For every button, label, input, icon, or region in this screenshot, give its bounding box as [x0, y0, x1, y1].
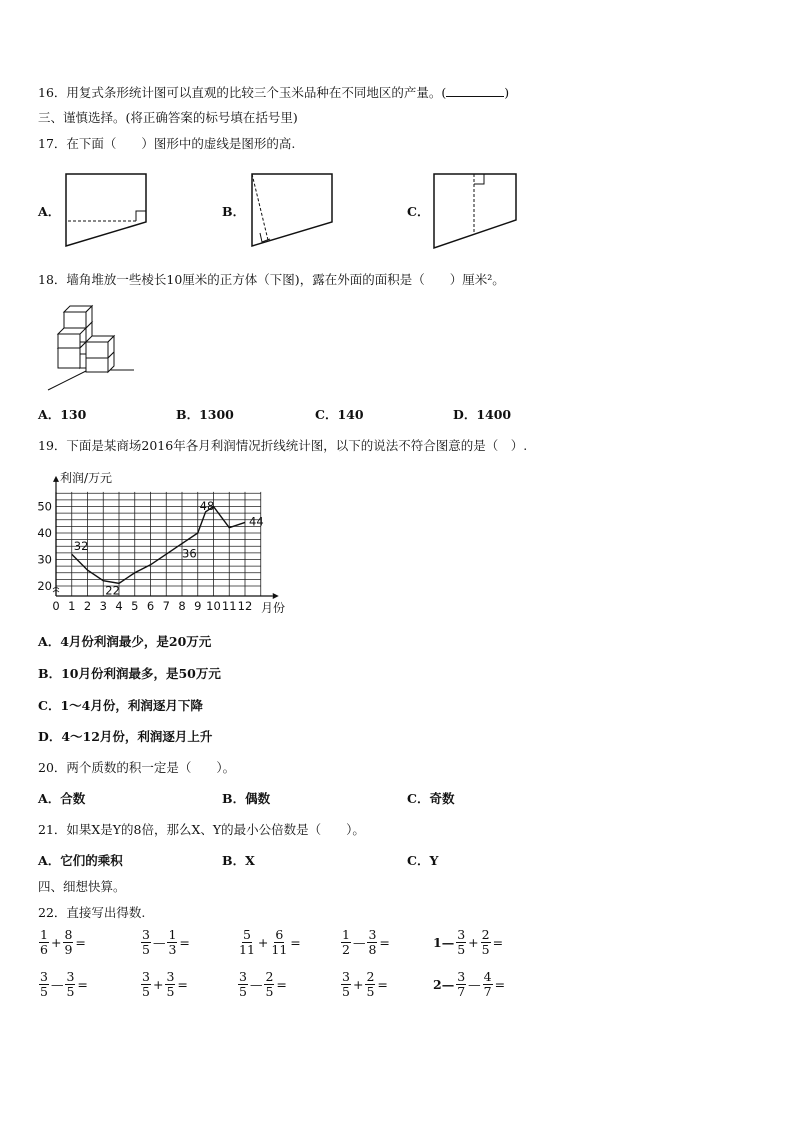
- q17-figure-a: [62, 170, 152, 250]
- q18-option-c[interactable]: C．140: [315, 407, 364, 422]
- x-tick-label: 9: [194, 599, 202, 613]
- q19-option-d[interactable]: D．4～12月份，利润逐月上升: [38, 729, 213, 744]
- data-label: 48: [199, 498, 215, 513]
- equals-sign: =: [377, 977, 388, 992]
- fraction-term: 1 2: [342, 927, 350, 957]
- equals-sign: =: [177, 977, 188, 992]
- operator: +: [468, 935, 479, 950]
- leading-term: 1—: [433, 935, 455, 950]
- fraction-term: $\frac{4}{7}$: [483, 969, 492, 999]
- q18-option-a[interactable]: A．130: [38, 407, 87, 422]
- q19-option-a[interactable]: A．4月份利润最少，是20万元: [38, 634, 212, 649]
- fraction-term: $\frac{3}{5}$: [66, 969, 75, 999]
- fraction-term: 3 5: [342, 969, 350, 999]
- operator: —: [152, 935, 166, 950]
- equals-sign: =: [290, 935, 301, 950]
- x-tick-label: 3: [99, 599, 107, 613]
- y-tick-label: 40: [37, 526, 52, 540]
- y-axis-arrow: [53, 476, 59, 482]
- operator: —: [352, 935, 366, 950]
- fraction-term: $\frac{3}{8}$: [368, 927, 377, 957]
- section-3-heading: 三、谨慎选择。(将正确答案的标号填在括号里): [38, 110, 298, 125]
- x-tick-label: 0: [52, 599, 60, 613]
- x-tick-label: 12: [237, 599, 253, 613]
- x-tick-label: 10: [206, 599, 221, 613]
- data-label: 22: [105, 583, 120, 598]
- q19-option-b[interactable]: B．10月份利润最多，是50万元: [38, 666, 221, 681]
- q21-option-b[interactable]: B．X: [222, 853, 255, 868]
- fraction-term: $\frac{2}{5}$: [481, 927, 490, 957]
- operator: +: [352, 977, 364, 992]
- question-18-text: 18．墙角堆放一些棱长10厘米的正方体（下图)，露在外面的面积是（ ）厘米²。: [38, 272, 505, 287]
- x-tick-label: 8: [178, 599, 186, 613]
- q18-cube-stack-figure: [44, 298, 140, 394]
- calculation-item[interactable]: [433, 928, 504, 957]
- q21-option-a[interactable]: A．它们的乘积: [38, 853, 123, 868]
- x-tick-label: 1: [68, 599, 76, 613]
- question-20-text: 20．两个质数的积一定是（ ）。: [38, 760, 236, 775]
- chart-y-axis-label: 利润/万元: [60, 471, 113, 485]
- question-16-text: 16．用复式条形统计图可以直观的比较三个玉米品种在不同地区的产量。(: [38, 85, 447, 100]
- x-tick-label: 11: [221, 599, 237, 613]
- section-4-heading: 四、细想快算。: [38, 879, 126, 894]
- operator: —: [249, 977, 263, 992]
- fraction-term: $\frac{2}{5}$: [265, 969, 274, 999]
- y-tick-label: 50: [37, 499, 52, 514]
- fraction-term: 5 11: [239, 927, 255, 957]
- equals-sign: =: [77, 977, 88, 992]
- q18-option-d[interactable]: D．1400: [453, 407, 512, 422]
- fraction-term: $\frac{2}{5}$: [366, 969, 375, 999]
- x-tick-label: 7: [162, 599, 170, 613]
- fraction-term: 3 5: [457, 927, 466, 957]
- question-21-text: 21．如果X是Y的8倍，那么X、Y的最小公倍数是（ ）。: [38, 822, 365, 837]
- q21-option-c[interactable]: C．Y: [407, 853, 439, 868]
- operator: +: [152, 977, 164, 992]
- q17-option-c[interactable]: C．: [407, 204, 430, 219]
- operator: +: [257, 935, 269, 950]
- fraction-term: 3 5: [142, 969, 150, 999]
- y-tick-label: 20: [37, 579, 52, 593]
- fraction-term: 3 5: [40, 969, 48, 999]
- fraction-term: 3 5: [239, 969, 247, 999]
- fraction-term: $\frac{8}{9}$: [64, 927, 73, 957]
- calculation-item[interactable]: [237, 970, 288, 999]
- operator: +: [50, 935, 62, 950]
- equals-sign: =: [75, 935, 86, 950]
- q20-option-c[interactable]: C．奇数: [407, 791, 455, 806]
- profit-line-chart: [30, 464, 290, 620]
- equals-sign: =: [276, 977, 287, 992]
- fraction-term: $\frac{6}{11}$: [271, 927, 288, 957]
- question-16: [38, 84, 509, 101]
- fraction-term: $\frac{3}{5}$: [166, 969, 175, 999]
- chart-series-line: [72, 506, 245, 583]
- calculation-item[interactable]: [433, 970, 506, 999]
- chart-grid: [53, 476, 279, 599]
- fraction-term: 1 6: [40, 927, 48, 957]
- data-label: 36: [182, 546, 197, 561]
- q20-option-a[interactable]: A．合数: [38, 791, 86, 806]
- calculation-item[interactable]: [237, 928, 302, 957]
- x-axis-arrow: [273, 593, 279, 599]
- x-tick-label: 6: [146, 599, 155, 613]
- calculation-item[interactable]: [140, 970, 189, 999]
- fraction-term: 3 7: [457, 969, 466, 999]
- equals-sign: =: [379, 935, 390, 950]
- operator: —: [50, 977, 64, 992]
- x-tick-label: 5: [131, 599, 139, 613]
- calculation-item[interactable]: [340, 970, 389, 999]
- fraction-term: 3 5: [142, 927, 150, 957]
- equals-sign: =: [494, 977, 506, 992]
- calculation-item[interactable]: [340, 928, 391, 957]
- data-label: 32: [73, 539, 89, 554]
- question-19-text: 19．下面是某商场2016年各月利润情况折线统计图，以下的说法不符合图意的是（ ）.: [38, 438, 528, 453]
- chart-data-labels: [74, 499, 264, 598]
- q19-option-c[interactable]: C．1～4月份，利润逐月下降: [38, 698, 203, 713]
- calculation-item[interactable]: [140, 928, 191, 957]
- question-22-text: 22．直接写出得数.: [38, 905, 146, 920]
- x-tick-label: 4: [115, 599, 123, 613]
- q18-option-b[interactable]: B．1300: [176, 407, 234, 422]
- y-tick-label: 30: [37, 552, 52, 567]
- q17-option-a[interactable]: A．: [38, 204, 61, 219]
- question-17-text: 17．在下面（ ）图形中的虚线是图形的高.: [38, 136, 296, 151]
- equals-sign: =: [492, 935, 504, 950]
- chart-x-axis-label: 月份: [261, 601, 286, 615]
- series-line: [72, 507, 245, 584]
- q17-option-b[interactable]: B．: [222, 204, 246, 219]
- question-16-close: ): [504, 85, 510, 100]
- equals-sign: =: [179, 935, 190, 950]
- calculation-item[interactable]: [38, 970, 89, 999]
- q20-option-b[interactable]: B．偶数: [222, 791, 271, 806]
- calculation-item[interactable]: [38, 928, 87, 957]
- x-tick-label: 2: [83, 599, 92, 613]
- data-label: 44: [249, 514, 264, 529]
- leading-term: 2—: [433, 977, 455, 992]
- q17-figure-b: [248, 170, 338, 250]
- answer-blank[interactable]: [446, 84, 504, 97]
- operator: —: [468, 977, 481, 992]
- fraction-term: $\frac{1}{3}$: [168, 927, 177, 957]
- q17-figure-c: [430, 170, 522, 252]
